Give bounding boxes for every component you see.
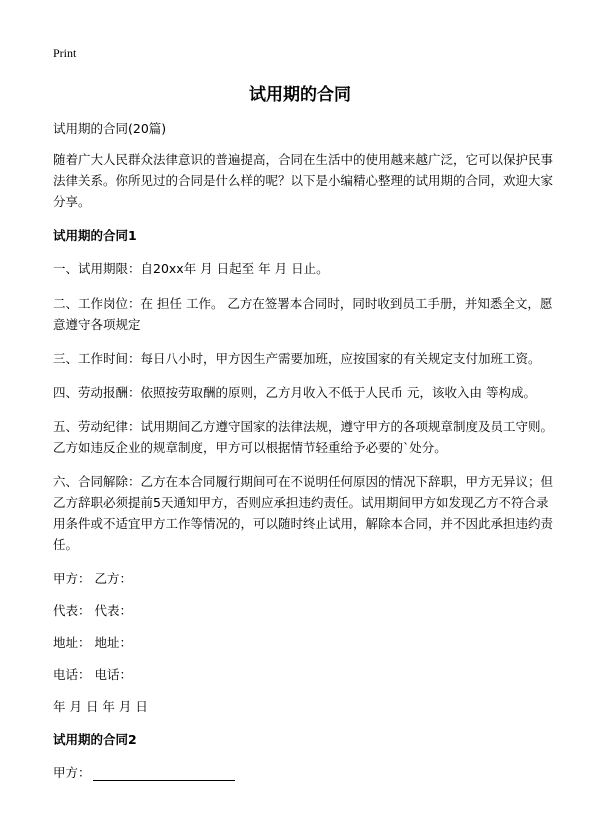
page-title: 试用期的合同 xyxy=(249,85,351,105)
signature-line-address: 地址： 地址： xyxy=(53,635,132,650)
signature-line-party: 甲方： 乙方： xyxy=(53,571,132,586)
clause-1: 一、试用期限：自20xx年 月 日起至 年 月 日止。 xyxy=(53,261,329,276)
party-a-label: 甲方： xyxy=(53,765,91,780)
signature-line-date: 年 月 日 年 月 日 xyxy=(53,699,148,714)
clause-5: 五、劳动纪律：试用期间乙方遵守国家的法律法规，遵守甲方的各项规章制度及员工守则。乙方如违反企业的规章制度，甲方可以根据情节轻重给予必要的`处分。 xyxy=(53,419,554,455)
signature-line-representative: 代表： 代表： xyxy=(53,603,132,618)
clause-6: 六、合同解除：乙方在本合同履行期间可在不说明任何原因的情况下辞职，甲方无异议；但乙方辞职必须提前5天通知甲方，否则应承担违约责任。试用期间甲方如发现乙方不符合录用条件或不适宜甲方工作等情况的，可以随时终止试用，解除本合同，并不因此承担违约责任。 xyxy=(53,474,554,552)
clause-3: 三、工作时间：每日八小时，甲方因生产需要加班，应按国家的有关规定支付加班工资。 xyxy=(53,351,541,366)
section-heading-1: 试用期的合同1 xyxy=(53,228,137,243)
signature-line-phone: 电话： 电话： xyxy=(53,667,132,682)
section-heading-2: 试用期的合同2 xyxy=(53,732,137,747)
party-a-blank-field xyxy=(93,766,235,781)
intro-paragraph: 随着广大人民群众法律意识的普遍提高，合同在生活中的使用越来越广泛，它可以保护民事法律关系。你所见过的合同是什么样的呢？以下是小编精心整理的试用期的合同，欢迎大家分享。 xyxy=(53,152,554,209)
document-subtitle: 试用期的合同(20篇) xyxy=(53,121,167,136)
document-body xyxy=(53,118,553,783)
clause-2: 二、工作岗位：在 担任 工作。 乙方在签署本合同时，同时收到员工手册，并知悉全文，愿意遵守各项规定 xyxy=(53,296,553,332)
print-link[interactable]: Print xyxy=(53,46,77,60)
clause-4: 四、劳动报酬：依照按劳取酬的原则，乙方月收入不低于人民币 元，该收入由 等构成。 xyxy=(53,385,536,400)
party-a-line xyxy=(53,762,553,783)
